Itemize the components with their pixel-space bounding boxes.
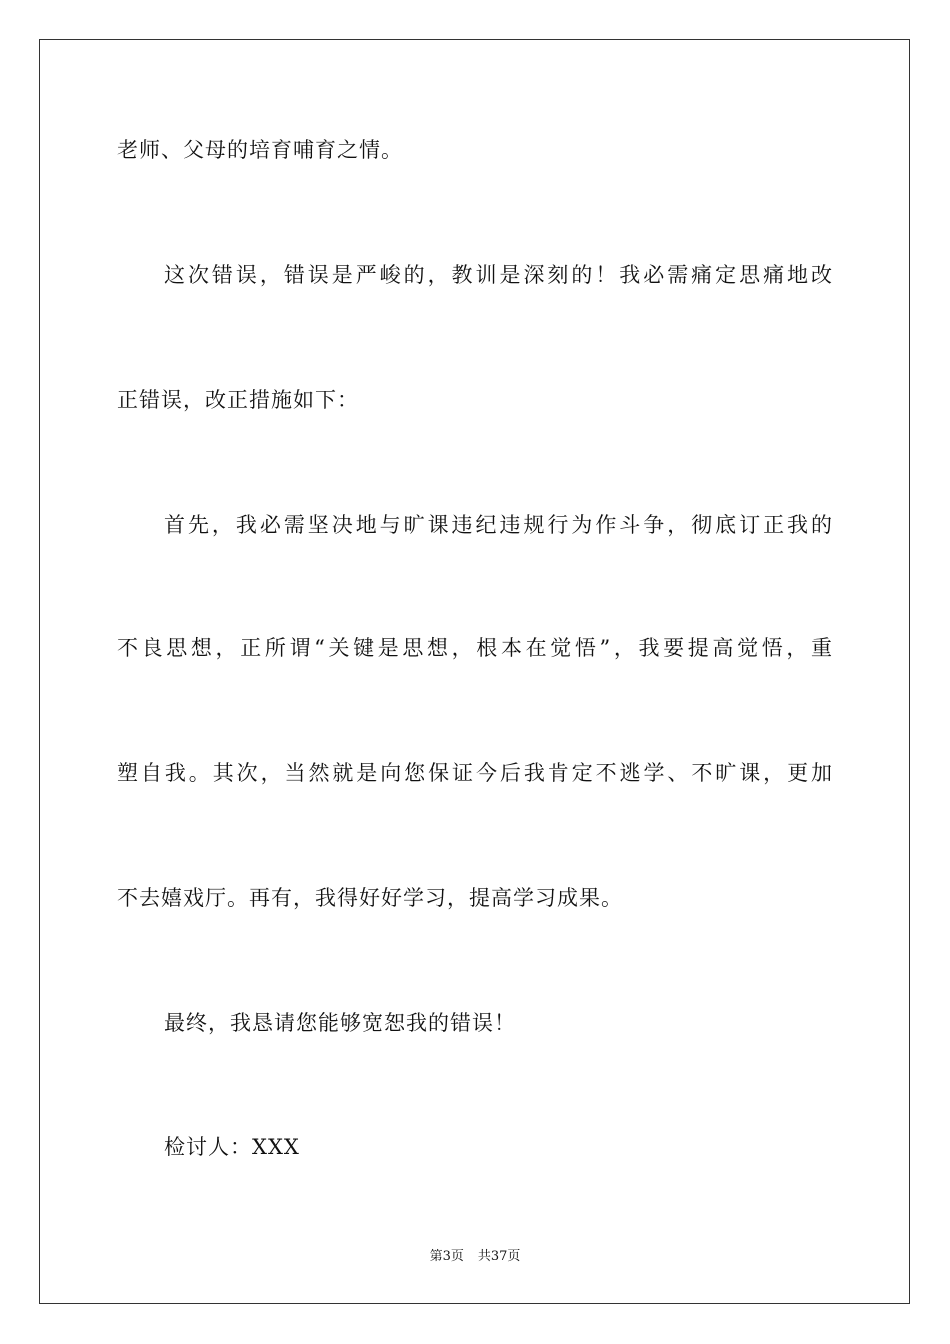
text-line-5: 不良思想，正所谓“关键是思想，根本在觉悟”，我要提高觉悟，重 <box>117 636 833 660</box>
text-line-3: 正错误，改正措施如下： <box>117 388 359 412</box>
page-footer <box>0 1248 950 1266</box>
text-line-6: 塑自我。其次，当然就是向您保证今后我肯定不逃学、不旷课，更加 <box>117 761 833 785</box>
page-number: 第3页 <box>429 1249 464 1264</box>
text-line-2: 这次错误，错误是严峻的，教训是深刻的！我必需痛定思痛地改 <box>164 263 833 287</box>
page-frame <box>39 39 910 1304</box>
text-line-1: 老师、父母的培育哺育之情。 <box>117 138 403 162</box>
text-line-7: 不去嬉戏厅。再有，我得好好学习，提高学习成果。 <box>117 886 623 910</box>
signature-line: 检讨人：XXX <box>164 1135 300 1159</box>
text-line-4: 首先，我必需坚决地与旷课违纪违规行为作斗争，彻底订正我的 <box>164 513 833 537</box>
text-line-8: 最终，我恳请您能够宽恕我的错误！ <box>164 1011 516 1035</box>
page-total: 共37页 <box>477 1249 521 1264</box>
